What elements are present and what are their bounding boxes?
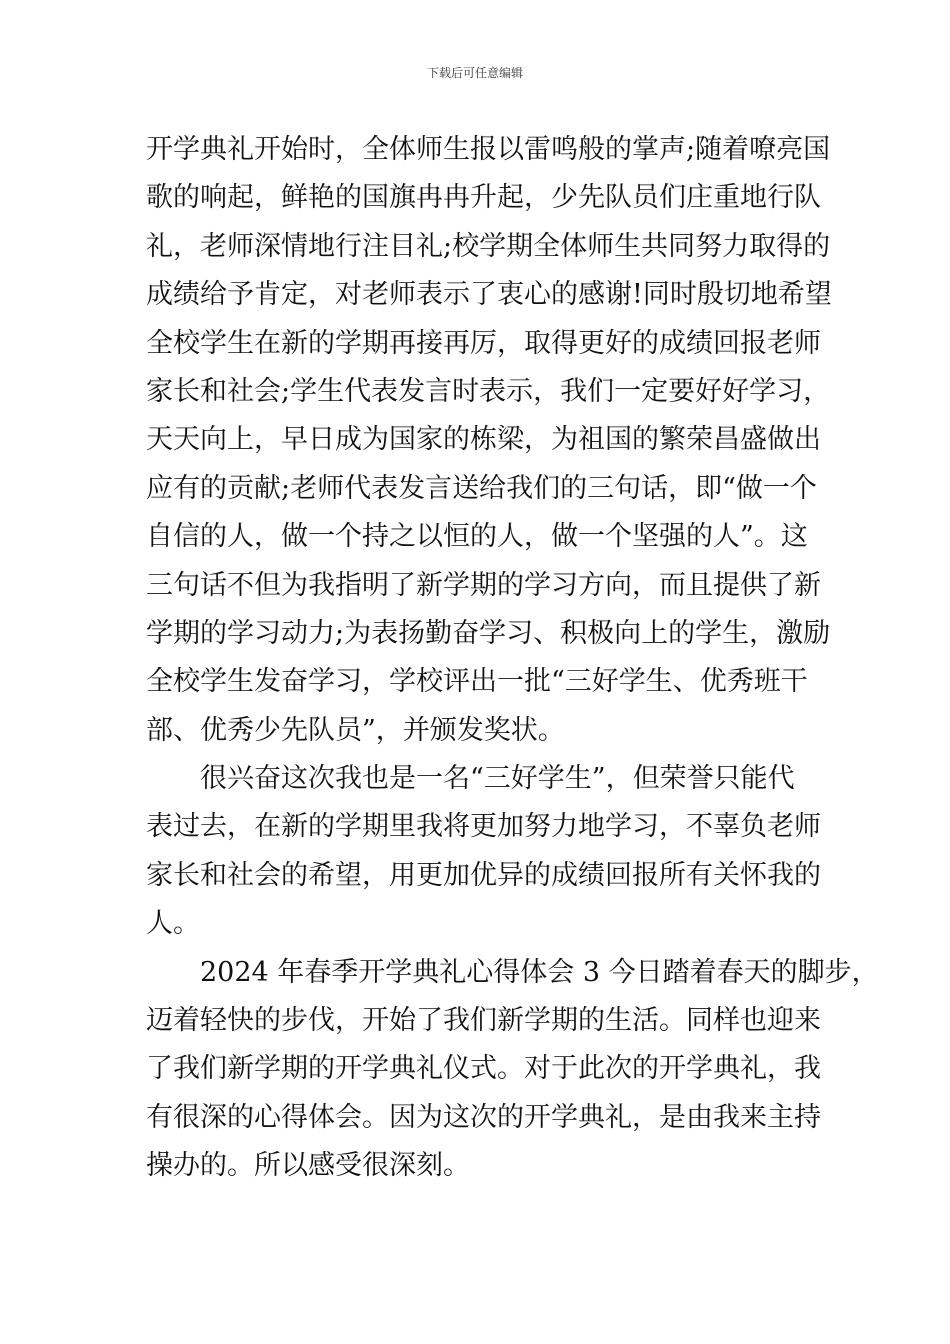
text-line: 三句话不但为我指明了新学期的学习方向，而且提供了新	[146, 569, 821, 601]
text-line: 迈着轻快的步伐，开始了我们新学期的生活。同样也迎来	[146, 1005, 821, 1037]
text-line: 很兴奋这次我也是一名“三好学生”，但荣誉只能代	[200, 763, 795, 795]
paragraph-2	[146, 755, 836, 949]
text-line: 全校学生发奋学习，学校评出一批“三好学生、优秀班干	[146, 666, 808, 698]
body-text	[146, 126, 879, 1191]
text-line: 人。	[146, 908, 200, 940]
text-line: 歌的响起，鲜艳的国旗冉冉升起，少先队员们庄重地行队	[146, 182, 821, 214]
text-line: 家长和社会的希望，用更加优异的成绩回报所有关怀我的	[146, 859, 821, 891]
text-line: 礼，老师深情地行注目礼;校学期全体师生共同努力取得的	[146, 230, 831, 262]
text-line: 天天向上，早日成为国家的栋梁，为祖国的繁荣昌盛做出	[146, 424, 821, 456]
text-line: 表过去，在新的学期里我将更加努力地学习，不辜负老师	[146, 811, 821, 843]
page-header: 下载后可任意编辑	[426, 66, 523, 80]
text-line: 成绩给予肯定，对老师表示了衷心的感谢!同时殷切地希望	[146, 279, 832, 311]
text-line: 2024 年春季开学典礼心得体会 3 今日踏着春天的脚步，	[200, 956, 879, 988]
paragraph-3	[146, 949, 879, 1191]
text-line: 部、优秀少先队员”，并颁发奖状。	[146, 714, 565, 746]
text-line: 全校学生在新的学期再接再厉，取得更好的成绩回报老师	[146, 327, 821, 359]
text-line: 开学典礼开始时，全体师生报以雷鸣般的掌声;随着嘹亮国	[146, 134, 831, 165]
text-line: 操办的。所以感受很深刻。	[146, 1150, 470, 1182]
text-line: 应有的贡献;老师代表发言送给我们的三句话，即“做一个	[146, 472, 817, 504]
text-line: 家长和社会;学生代表发言时表示，我们一定要好好学习，	[146, 375, 831, 407]
text-line: 自信的人，做一个持之以恒的人，做一个坚强的人”。这	[146, 521, 808, 553]
text-line: 了我们新学期的开学典礼仪式。对于此次的开学典礼，我	[146, 1053, 821, 1085]
paragraph-1	[146, 126, 836, 755]
text-line: 有很深的心得体会。因为这次的开学典礼，是由我来主持	[146, 1101, 821, 1133]
text-line: 学期的学习动力;为表扬勤奋学习、积极向上的学生，激励	[146, 617, 831, 649]
